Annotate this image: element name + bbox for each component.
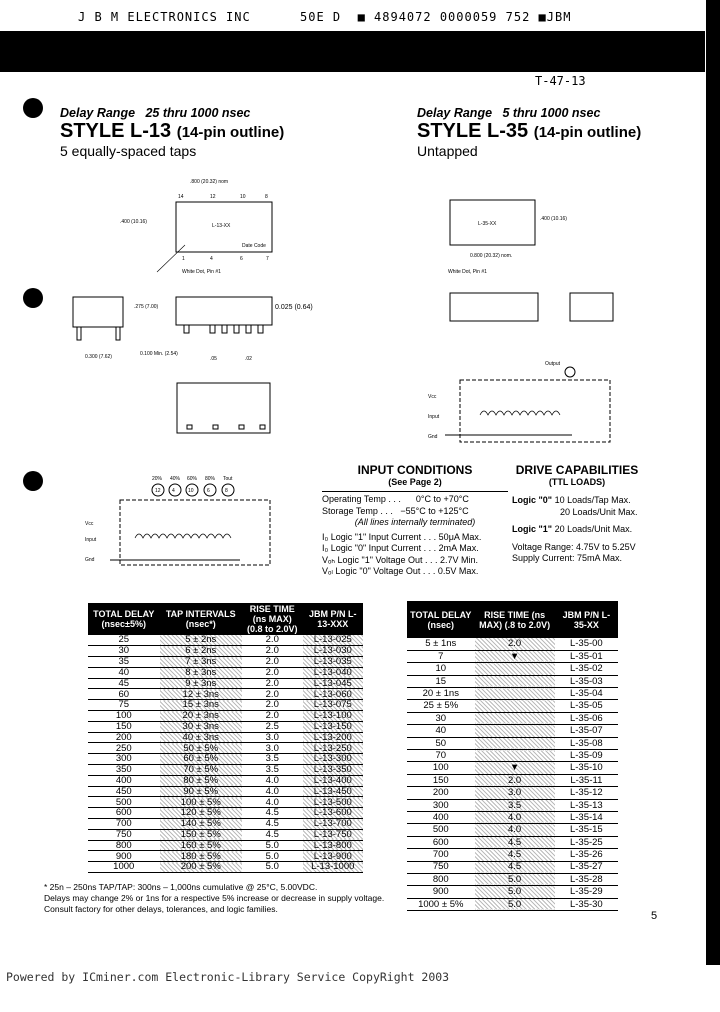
table-cell: 60 ± 5% (160, 754, 243, 765)
table-cell: 5.0 (475, 873, 555, 885)
table-row (407, 725, 618, 737)
pin-number: 8 (225, 488, 228, 494)
table-cell: 25 ± 5% (407, 700, 475, 712)
table-row (407, 787, 618, 799)
table-cell: L-13-450 (303, 786, 364, 797)
table-cell: 3.5 (242, 754, 303, 765)
table-row (88, 829, 363, 840)
table-cell: 2.5 (242, 721, 303, 732)
table-row (407, 898, 618, 910)
table-cell: 4.5 (475, 849, 555, 861)
table-cell: 700 (407, 849, 475, 861)
table-row (407, 638, 618, 650)
table-cell (475, 688, 555, 700)
table-cell: 350 (88, 765, 160, 776)
table-cell: 2.0 (475, 774, 555, 786)
table-cell: 800 (88, 840, 160, 851)
company-name: J B M ELECTRONICS INC (78, 10, 251, 24)
table-cell: 70 (407, 750, 475, 762)
table-cell: L-35-01 (555, 650, 618, 662)
outline: (14-pin outline) (533, 124, 642, 141)
table-cell: 1000 (88, 862, 160, 873)
table-cell: 1000 ± 5% (407, 898, 475, 910)
part-marking: L-35-XX (478, 221, 497, 227)
table-cell: 450 (88, 786, 160, 797)
table-row (88, 667, 363, 678)
input-label: Input (85, 537, 97, 543)
table-cell: 400 (88, 775, 160, 786)
table-cell: L-35-13 (555, 799, 618, 811)
table-cell: L-35-25 (555, 836, 618, 848)
table-row (88, 765, 363, 776)
logic0-value: 10 Loads/Tap Max. (554, 495, 631, 505)
table-cell: 10 (407, 663, 475, 675)
table-cell: 500 (88, 797, 160, 808)
table-cell: L-13-500 (303, 797, 364, 808)
binder-hole (23, 98, 43, 118)
table-cell: 2.0 (475, 638, 555, 650)
table-cell: 4.0 (242, 797, 303, 808)
logic0-value: 20 Loads/Unit Max. (560, 506, 638, 517)
l13-schematic (80, 370, 280, 570)
table-cell: ▼ (475, 762, 555, 774)
table-body (88, 635, 363, 873)
table-row (407, 774, 618, 786)
l35-package-diagram (400, 185, 640, 455)
dim-length: 0.800 (20.32) nom. (470, 253, 513, 259)
logic0-label: Logic "0" (512, 495, 553, 505)
table-cell: 30 ± 3ns (160, 721, 243, 732)
table-cell (475, 725, 555, 737)
table-cell (475, 737, 555, 749)
dim-lead: 0.025 (0.64) (275, 304, 313, 311)
binder-hole (23, 288, 43, 308)
table-cell: 600 (88, 808, 160, 819)
vcc-label: Vcc (428, 394, 437, 400)
dim-pitch: .05 (210, 356, 217, 362)
table-row (407, 811, 618, 823)
table-cell: L-35-00 (555, 638, 618, 650)
table-cell: L-13-060 (303, 689, 364, 700)
table-cell: L-35-05 (555, 700, 618, 712)
table-cell: 15 ± 3ns (160, 700, 243, 711)
footnote: Consult factory for other delays, tolerances, and logic families. (44, 904, 278, 914)
table-cell: 4.0 (475, 824, 555, 836)
table-row (88, 797, 363, 808)
table-row (407, 762, 618, 774)
table-row (407, 750, 618, 762)
table-cell: 4.0 (242, 775, 303, 786)
column-header: TAP INTERVALS (nsec*) (160, 603, 243, 635)
table-cell: L-13-025 (303, 635, 364, 646)
pin-label: 10 (240, 194, 246, 200)
table-cell: 5.0 (242, 851, 303, 862)
dim-lead-min: 0.100 Min. (2.54) (140, 351, 178, 357)
pin-number: 10 (188, 488, 194, 494)
table-cell: 3.0 (475, 787, 555, 799)
table-cell: 7 ± 3ns (160, 657, 243, 668)
column-header: RISE TIME (ns MAX) (.8 to 2.0V) (475, 601, 555, 638)
table-cell: 40 (407, 725, 475, 737)
table-cell: L-13-045 (303, 678, 364, 689)
table-row (88, 754, 363, 765)
table-cell: L-13-600 (303, 808, 364, 819)
table-cell: L-35-02 (555, 663, 618, 675)
voltage-range: Voltage Range: 4.75V to 5.25V (512, 541, 636, 552)
table-cell: L-35-29 (555, 886, 618, 898)
table-cell: L-13-250 (303, 743, 364, 754)
table-row (88, 732, 363, 743)
table-cell: L-13-900 (303, 851, 364, 862)
table-cell: 70 ± 5% (160, 765, 243, 776)
table-cell: 250 (88, 743, 160, 754)
l13-heading (60, 106, 284, 159)
table-cell: L-13-350 (303, 765, 364, 776)
table-row (407, 861, 618, 873)
table-cell: 3.0 (242, 732, 303, 743)
style-title (417, 120, 641, 143)
table-row (407, 873, 618, 885)
footnotes (44, 882, 402, 915)
table-row (407, 663, 618, 675)
table-cell: L-35-04 (555, 688, 618, 700)
table-cell: L-13-200 (303, 732, 364, 743)
table-cell: 100 ± 5% (160, 797, 243, 808)
table-cell: L-35-12 (555, 787, 618, 799)
table-cell: 90 ± 5% (160, 786, 243, 797)
table-row (88, 819, 363, 830)
table-cell: 2.0 (242, 657, 303, 668)
table-cell: 9 ± 3ns (160, 678, 243, 689)
spec-line: Vₒₗ Logic "0" Voltage Out . . . 0.5V Max. (322, 566, 479, 576)
table-cell: 45 (88, 678, 160, 689)
table-cell: 3.5 (475, 799, 555, 811)
drive-capabilities (512, 465, 642, 565)
tap-label: 60% (187, 476, 198, 482)
pin-label: 7 (266, 256, 269, 262)
column-header: TOTAL DELAY (nsec) (407, 601, 475, 638)
spec-line: I₀ Logic "1" Input Current . . . 50μA Max. (322, 531, 482, 542)
supply-current: Supply Current: 75mA Max. (512, 553, 623, 563)
input-conditions (322, 465, 508, 578)
pin-label: 6 (240, 256, 243, 262)
table-cell: 75 (88, 700, 160, 711)
table-cell: L-13-1000 (303, 862, 364, 873)
table-cell: 5 ± 2ns (160, 635, 243, 646)
table-cell: 100 (407, 762, 475, 774)
table-row (88, 657, 363, 668)
style-title (60, 120, 284, 143)
table-cell: L-35-27 (555, 861, 618, 873)
table-cell: 40 (88, 667, 160, 678)
pin-label: 12 (210, 194, 216, 200)
table-cell: L-13-750 (303, 829, 364, 840)
tap-outputs (152, 476, 234, 496)
column-header: JBM P/N L-13-XXX (303, 603, 364, 635)
table-cell: 180 ± 5% (160, 851, 243, 862)
pin-label: 8 (265, 194, 268, 200)
style-subtitle: Untapped (417, 143, 478, 159)
table-row (407, 824, 618, 836)
column-header: TOTAL DELAY (nsec±5%) (88, 603, 160, 635)
spec-line: I₀ Logic "0" Input Current . . . 2mA Max. (322, 543, 479, 553)
style-name: STYLE L-13 (60, 120, 172, 142)
table-cell: 5.0 (475, 898, 555, 910)
table-row (88, 711, 363, 722)
table-cell: 20 ± 1ns (407, 688, 475, 700)
table-cell: L-13-100 (303, 711, 364, 722)
table-row (407, 836, 618, 848)
binder-hole (23, 471, 43, 491)
table-row (407, 650, 618, 662)
table-cell: L-35-08 (555, 737, 618, 749)
table-cell: L-35-06 (555, 712, 618, 724)
table-row (88, 862, 363, 873)
table-cell: 3.0 (242, 743, 303, 754)
output-label: Output (545, 361, 561, 367)
table-cell: 150 ± 5% (160, 829, 243, 840)
table-cell: L-13-400 (303, 775, 364, 786)
table-row (88, 646, 363, 657)
scan-black-band (0, 31, 705, 72)
table-cell: L-35-07 (555, 725, 618, 737)
table-cell: 4.0 (475, 811, 555, 823)
table-cell: 300 (88, 754, 160, 765)
table-cell: 900 (407, 886, 475, 898)
gnd-label: Gnd (428, 434, 438, 440)
table-cell: 4.5 (475, 836, 555, 848)
table-row (407, 849, 618, 861)
table-cell: L-13-035 (303, 657, 364, 668)
table-cell: 5 ± 1ns (407, 638, 475, 650)
logic1-value: 20 Loads/Unit Max. (554, 524, 633, 534)
tap-label: Tout (223, 476, 233, 482)
table-row (88, 808, 363, 819)
spec-note: (All lines internally terminated) (354, 517, 476, 527)
table-cell: 4.5 (242, 808, 303, 819)
table-cell: 100 (88, 711, 160, 722)
table-cell: 5.0 (242, 862, 303, 873)
tap-label: 40% (170, 476, 181, 482)
date-code: Date Code (242, 243, 266, 249)
table-cell: 2.0 (242, 635, 303, 646)
table-cell: 15 (407, 675, 475, 687)
table-row (407, 675, 618, 687)
table-cell: L-35-10 (555, 762, 618, 774)
spec-line: Operating Temp . . . 0°C to +70°C (322, 494, 469, 504)
table-cell: 3.5 (242, 765, 303, 776)
table-cell: 7 (407, 650, 475, 662)
dim-height: .400 (10.16) (540, 216, 567, 222)
table-cell: 750 (407, 861, 475, 873)
pin-label: 14 (178, 194, 184, 200)
pin1-dot-label: White Dot, Pin #1 (448, 269, 487, 275)
dim-width: 0.300 (7.62) (85, 354, 112, 360)
document-ref: T-47-13 (535, 74, 586, 88)
footer-credit: Powered by ICminer.com Electronic-Library Service CopyRight 2003 (6, 970, 450, 984)
table-cell: 500 (407, 824, 475, 836)
page-number: 5 (651, 910, 658, 922)
table-row (88, 743, 363, 754)
footnote: * 25n – 250ns TAP/TAP: 300ns – 1,000ns cumulative @ 25°C, 5.00VDC. (44, 882, 318, 892)
table-cell: L-35-26 (555, 849, 618, 861)
dim-body-height: .275 (7.00) (134, 304, 159, 310)
section-title: DRIVE CAPABILITIES (515, 463, 639, 477)
table-row (88, 700, 363, 711)
outline: (14-pin outline) (176, 124, 285, 141)
table-cell: 140 ± 5% (160, 819, 243, 830)
table-cell: L-13-075 (303, 700, 364, 711)
table-cell (475, 712, 555, 724)
table-cell: 2.0 (242, 678, 303, 689)
table-cell: 400 (407, 811, 475, 823)
table-cell: 2.0 (242, 667, 303, 678)
table-cell: 50 (407, 737, 475, 749)
table-cell: 200 ± 5% (160, 862, 243, 873)
table-cell (475, 700, 555, 712)
l35-heading (417, 106, 641, 159)
dim-pitch: .02 (245, 356, 252, 362)
table-row (88, 635, 363, 646)
table-cell: 25 (88, 635, 160, 646)
column-header: RISE TIME (ns MAX) (0.8 to 2.0V) (242, 603, 303, 635)
table-cell: 2.0 (242, 700, 303, 711)
table-cell: 20 ± 3ns (160, 711, 243, 722)
table-cell: 300 (407, 799, 475, 811)
table-cell: 200 (88, 732, 160, 743)
table-cell: L-35-30 (555, 898, 618, 910)
table-cell: 150 (407, 774, 475, 786)
table-cell: L-13-300 (303, 754, 364, 765)
tap-label: 80% (205, 476, 216, 482)
table-cell: 60 (88, 689, 160, 700)
l13-package-diagram (60, 175, 325, 370)
table-cell: 5.0 (475, 886, 555, 898)
pin-label: 1 (182, 256, 185, 262)
delay-range: Delay Range 5 thru 1000 nsec (417, 106, 601, 120)
table-cell: L-13-700 (303, 819, 364, 830)
part-marking: L-13-XX (212, 223, 231, 229)
table-row (88, 786, 363, 797)
table-cell: 2.0 (242, 711, 303, 722)
table-cell (475, 663, 555, 675)
table-cell: 80 ± 5% (160, 775, 243, 786)
vcc-label: Vcc (85, 521, 94, 527)
delay-range: Delay Range 25 thru 1000 nsec (60, 106, 251, 120)
table-cell: 120 ± 5% (160, 808, 243, 819)
table-cell: 4.5 (475, 861, 555, 873)
table-cell: 600 (407, 836, 475, 848)
table-cell: 2.0 (242, 646, 303, 657)
table-cell (475, 675, 555, 687)
tap-label: 20% (152, 476, 163, 482)
spec-line: Storage Temp . . . −55°C to +125°C (322, 505, 469, 516)
catalog-code: 50E D ■ 4894072 0000059 752 ■JBM (300, 10, 572, 24)
table-cell: 5.0 (242, 840, 303, 851)
style-name: STYLE L-35 (417, 120, 529, 142)
dim-height: .400 (10.16) (120, 219, 147, 225)
table-row (88, 775, 363, 786)
table-cell: L-35-15 (555, 824, 618, 836)
table-cell: 160 ± 5% (160, 840, 243, 851)
table-row (407, 886, 618, 898)
table-row (88, 851, 363, 862)
table-cell: 12 ± 3ns (160, 689, 243, 700)
table-cell: 6 ± 2ns (160, 646, 243, 657)
table-cell: 900 (88, 851, 160, 862)
table-row (88, 678, 363, 689)
table-cell: 35 (88, 657, 160, 668)
table-cell: 50 ± 5% (160, 743, 243, 754)
pin-number: 6 (207, 488, 210, 494)
table-cell: L-35-28 (555, 873, 618, 885)
table-cell (475, 750, 555, 762)
table-cell: 2.0 (242, 689, 303, 700)
footnote: Delays may change 2% or 1ns for a respective 5% increase or decrease in supply voltage. (44, 893, 385, 903)
pin-label: 4 (210, 256, 213, 262)
pin-number: 12 (155, 488, 161, 494)
table-cell: L-13-800 (303, 840, 364, 851)
table-cell: L-13-150 (303, 721, 364, 732)
gnd-label: Gnd (85, 557, 95, 563)
dim-length: .800 (20.32) nom (190, 179, 229, 185)
l13-delay-table (88, 603, 363, 873)
table-cell: 8 ± 3ns (160, 667, 243, 678)
table-cell: L-35-14 (555, 811, 618, 823)
table-cell: 30 (407, 712, 475, 724)
table-cell: 4.5 (242, 829, 303, 840)
table-body (407, 638, 618, 911)
table-cell: L-35-11 (555, 774, 618, 786)
table-row (407, 688, 618, 700)
table-cell: 700 (88, 819, 160, 830)
table-cell: 750 (88, 829, 160, 840)
section-subtitle: (See Page 2) (388, 476, 442, 487)
table-row (88, 840, 363, 851)
table-row (407, 712, 618, 724)
spec-line: Vₒₕ Logic "1" Voltage Out . . . 2.7V Min. (322, 554, 479, 565)
column-header: JBM P/N L-35-XX (555, 601, 618, 638)
pin-number: 4 (172, 488, 175, 494)
table-row (407, 700, 618, 712)
section-subtitle: (TTL LOADS) (548, 476, 606, 487)
table-cell: 150 (88, 721, 160, 732)
table-cell: 40 ± 3ns (160, 732, 243, 743)
table-cell: L-35-03 (555, 675, 618, 687)
logic1-label: Logic "1" (512, 524, 553, 534)
table-row (407, 799, 618, 811)
table-row (88, 721, 363, 732)
table-cell: L-13-030 (303, 646, 364, 657)
l35-delay-table (407, 601, 618, 911)
table-row (88, 689, 363, 700)
table-cell: 200 (407, 787, 475, 799)
table-cell: 4.0 (242, 786, 303, 797)
table-cell: 30 (88, 646, 160, 657)
pin1-dot-label: White Dot, Pin #1 (182, 269, 221, 275)
scan-edge-stripe (706, 0, 720, 965)
table-cell: ▼ (475, 650, 555, 662)
section-title: INPUT CONDITIONS (357, 463, 473, 477)
table-cell: 4.5 (242, 819, 303, 830)
table-cell: 800 (407, 873, 475, 885)
input-label: Input (428, 414, 440, 420)
table-cell: L-35-09 (555, 750, 618, 762)
table-cell: L-13-040 (303, 667, 364, 678)
style-subtitle: 5 equally-spaced taps (60, 143, 197, 159)
table-row (407, 737, 618, 749)
